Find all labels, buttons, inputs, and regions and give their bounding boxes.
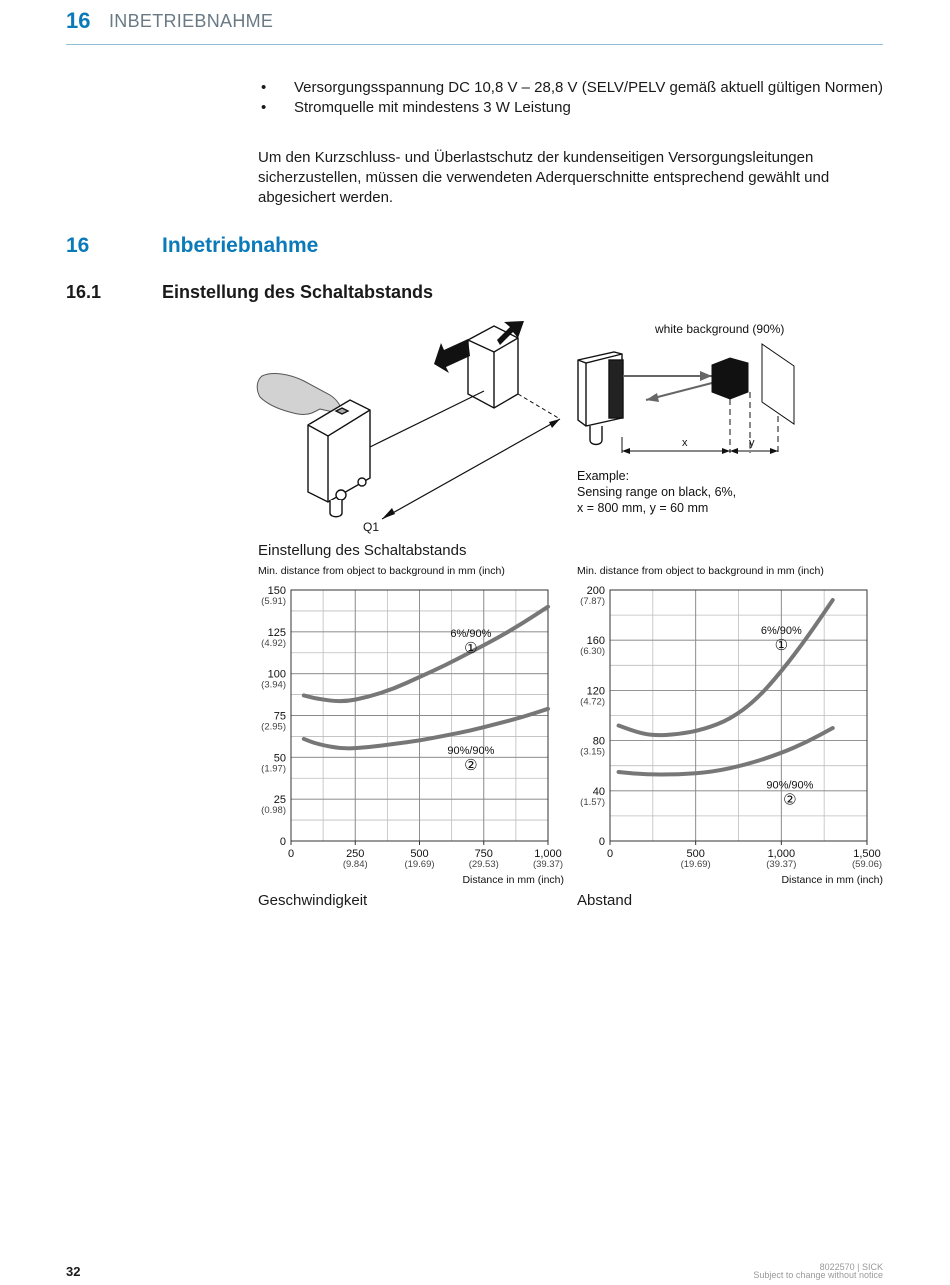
y-tick-label: 80 (592, 735, 605, 748)
y-tick-label: 200 (586, 585, 605, 597)
x-tick-label: 0 (287, 848, 295, 860)
series-marker: ② (464, 756, 478, 774)
x-tick-sublabel: (19.69) (680, 859, 711, 870)
series-marker: ① (464, 639, 478, 657)
series-label: 6%/90% (760, 624, 802, 637)
y-tick-label: 100 (267, 668, 286, 681)
subsection-title: Einstellung des Schaltabstands (162, 282, 434, 302)
y-tick-sublabel: (6.30) (580, 646, 605, 658)
x-tick-label: 750 (474, 848, 493, 860)
y-tick-sublabel: (3.15) (580, 746, 605, 758)
page-number: 32 (66, 1264, 81, 1279)
x-axis-label: Distance in mm (inch) (781, 874, 883, 886)
y-tick-sublabel: (1.57) (580, 796, 605, 808)
black-object (712, 358, 748, 399)
y-tick-label: 75 (273, 710, 286, 723)
example-line: Sensing range on black, 6%, (577, 485, 737, 499)
list-item: • Stromquelle mit mindestens 3 W Leistung (258, 98, 883, 118)
y-tick-label: 160 (586, 635, 605, 648)
x-tick-label: 0 (606, 848, 614, 860)
series-label: 90%/90% (447, 744, 495, 757)
series-label: 6%/90% (450, 627, 492, 640)
background-label: white background (90%) (655, 322, 785, 336)
arrow-out-icon (434, 339, 470, 373)
y-tick-sublabel: (4.72) (580, 696, 605, 708)
section-title: Inbetriebnahme (162, 234, 319, 257)
y-tick-sublabel: (4.92) (261, 637, 286, 649)
y-tick-label: 150 (267, 585, 286, 597)
section-number: 16 (66, 234, 90, 257)
y-tick-label: 50 (273, 752, 286, 765)
x-tick-label: 1,500 (853, 848, 881, 860)
y-tick-sublabel: (7.87) (580, 596, 605, 607)
y-distance-label: y (749, 437, 755, 449)
x-tick-label: 1,000 (534, 848, 562, 860)
y-axis-label: Min. distance from object to background in mm (inch) (577, 565, 824, 577)
doc-number: 8022570 | SICK (819, 1262, 883, 1272)
x-tick-sublabel: (39.37) (532, 859, 564, 870)
x-tick-sublabel: (19.69) (404, 859, 435, 870)
example-line: Example: (577, 469, 630, 483)
series-line-2 (304, 709, 548, 749)
change-notice: Subject to change without notice (753, 1270, 883, 1280)
x-axis-label: Distance in mm (inch) (462, 874, 564, 886)
y-tick-label: 40 (592, 785, 605, 798)
x-tick-sublabel: (29.53) (468, 859, 499, 870)
y-tick-label: 25 (273, 794, 286, 807)
x-tick-label: 250 (346, 848, 365, 860)
protection-paragraph: Um den Kurzschluss- und Überlastschutz der kundenseitigen Versorgungsleitungen sicherzustellen, müssen die verwendeten Aderquerschnitte entsprechend gewählt und abgesichert werden. (258, 149, 830, 206)
sensor-left (308, 400, 370, 517)
series-label: 90%/90% (766, 779, 814, 792)
caption-left: Geschwindigkeit (258, 892, 368, 909)
x-tick-sublabel: (9.84) (342, 859, 368, 870)
q1-label: Q1 (363, 520, 380, 534)
x-tick-label: 1,000 (767, 848, 796, 860)
y-tick-label: 0 (279, 836, 286, 848)
example-line: x = 800 mm, y = 60 mm (577, 501, 709, 515)
subsection-number: 16.1 (66, 282, 102, 302)
y-tick-label: 120 (586, 685, 605, 698)
x-tick-sublabel: (59.06) (851, 859, 883, 870)
header-chapter-number: 16 (66, 8, 91, 33)
y-tick-sublabel: (1.97) (261, 763, 286, 775)
sensor-setup-illustration (0, 0, 950, 540)
y-tick-sublabel: (0.98) (261, 805, 286, 817)
y-tick-label: 125 (267, 626, 286, 639)
x-distance-label: x (682, 437, 688, 449)
series-marker: ① (774, 636, 789, 654)
hand-icon (257, 374, 340, 415)
series-line-1 (304, 607, 548, 701)
distance-chart (569, 560, 899, 890)
x-tick-label: 500 (686, 848, 705, 860)
white-background-panel (762, 344, 794, 424)
series-line-1 (619, 600, 833, 735)
y-tick-sublabel: (2.95) (261, 721, 286, 733)
x-tick-label: 500 (410, 848, 429, 860)
series-marker: ② (783, 791, 797, 809)
header-chapter-title: INBETRIEBNAHME (109, 11, 274, 31)
figure-title: Einstellung des Schaltabstands (258, 542, 467, 559)
x-tick-sublabel: (39.37) (766, 859, 797, 870)
sensor-right (578, 352, 623, 445)
speed-chart (250, 560, 580, 890)
y-tick-sublabel: (5.91) (261, 596, 286, 607)
list-item: • Versorgungsspannung DC 10,8 V – 28,8 V (SELV/PELV gemäß aktuell gültigen Normen) (258, 78, 883, 98)
caption-right: Abstand (577, 892, 633, 909)
y-tick-label: 0 (598, 836, 605, 848)
y-axis-label: Min. distance from object to background in mm (inch) (258, 565, 505, 577)
y-tick-sublabel: (3.94) (261, 679, 286, 691)
